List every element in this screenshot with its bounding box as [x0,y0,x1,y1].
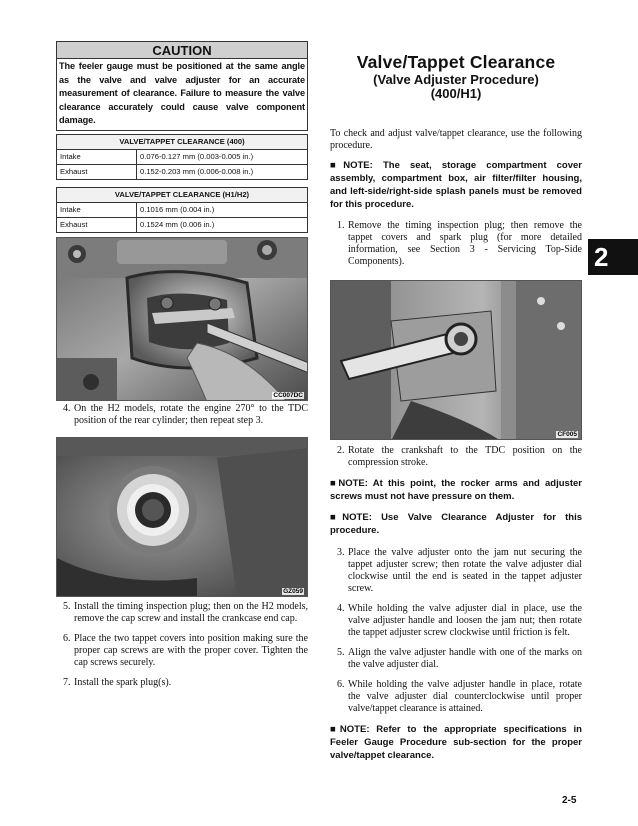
step-3 [330,547,582,595]
step-number: 7. [63,676,71,688]
table-header: VALVE/TAPPET CLEARANCE (H1/H2) [57,187,308,202]
step-number: 1. [337,220,345,231]
section-subtitle-model: (400/H1) [430,86,482,101]
note-specifications: ■NOTE: Refer to the appropriate specifications in Feeler Gauge Procedure sub-section for the proper valve/tappet clearance. [330,724,582,761]
section-subtitle: (Valve Adjuster Procedure) [373,72,539,87]
step-4 [56,403,308,427]
clearance-table-h1h2 [56,187,308,233]
caution-box [56,41,308,131]
step-text: Align the valve adjuster handle with one of the marks on the valve adjuster dial. [348,647,582,670]
step-text: Place the two tappet covers into position making sure the proper cap screws are with the proper cover. Tighten the cap screws securely. [74,632,308,668]
step-7 [56,677,308,689]
table-cell-label: Exhaust [57,164,137,179]
step-text: Install the timing inspection plug; then on the H2 models, remove the cap screw and install the crankcase end cap. [74,600,308,624]
step-number: 3. [337,547,345,558]
step-6-right [330,679,582,715]
table-cell-label: Intake [57,149,137,164]
table-cell-value: 0.1524 mm (0.006 in.) [137,217,308,232]
note-rocker-arms: ■NOTE: At this point, the rocker arms and adjuster screws must not have pressure on them. [330,478,582,502]
step-text: Remove the timing inspection plug; then remove the tappet covers and spark plug (for more detailed information, see Section 3 - Servicing Top-Side Components). [348,220,582,267]
table-row [57,149,308,164]
clearance-table-400 [56,134,308,180]
engine-photo-image [57,438,308,597]
step-text: Rotate the crankshaft to the TDC position on the compression stroke. [348,445,582,468]
photo-crankshaft-tdc [330,280,582,440]
left-column [56,41,308,689]
step-number: 5. [337,647,345,658]
note-removal: ■NOTE: The seat, storage compartment cover assembly, compartment box, air filter/filter housing, and left-side/right-side splash panels must be removed for this procedure. [330,160,582,210]
photo-feeler-gauge [56,237,308,401]
step-5-right [330,647,582,671]
step-5 [56,601,308,625]
step-2 [330,445,582,469]
step-number: 4. [337,603,345,614]
step-number: 4. [63,402,71,414]
step-text: Place the valve adjuster onto the jam nut securing the tappet adjuster screw; then rotate the valve adjuster dial clockwise until the end is seated in the tappet adjuster screw. [348,547,582,594]
photo-label: CF005 [557,431,577,438]
step-number: 6. [63,632,71,644]
step-number: 6. [337,679,345,690]
intro-paragraph: To check and adjust valve/tappet clearance, use the following procedure. [330,128,582,151]
step-number: 5. [63,600,71,612]
page-number: 2-5 [562,795,577,806]
photo-label: CC007DC [273,391,303,399]
photo-timing-plug [56,437,308,597]
step-4-right [330,603,582,639]
table-cell-value: 0.152-0.203 mm (0.006-0.008 in.) [137,164,308,179]
photo-label: GZ059 [283,587,303,595]
step-text: On the H2 models, rotate the engine 270° to the TDC position of the rear cylinder; then repeat step 3. [74,402,308,426]
table-header: VALVE/TAPPET CLEARANCE (400) [57,134,308,149]
right-column [330,52,582,762]
table-cell-label: Exhaust [57,217,137,232]
engine-photo-image [57,238,308,401]
caution-heading: CAUTION [57,42,307,59]
table-row [57,164,308,179]
table-row [57,217,308,232]
section-tab: 2 [588,239,638,275]
step-1 [330,220,582,268]
table-row [57,202,308,217]
table-cell-label: Intake [57,202,137,217]
step-number: 2. [337,445,345,456]
engine-photo-image [331,281,582,440]
step-text: Install the spark plug(s). [74,676,172,688]
caution-text: The feeler gauge must be positioned at the same angle as the valve and valve adjuster for an accurate measurement of clearance. Failure to measure the valve clearance accurately could cause valve component damage. [59,61,305,125]
table-cell-value: 0.076-0.127 mm (0.003-0.005 in.) [137,149,308,164]
step-text: While holding the valve adjuster dial in place, use the valve adjuster handle and loosen the jam nut; then rotate the tappet adjuster screw clockwise until friction is felt. [348,603,582,638]
section-title: Valve/Tappet Clearance [356,52,556,72]
step-6 [56,633,308,669]
note-use-adjuster: ■NOTE: Use Valve Clearance Adjuster for this procedure. [330,512,582,536]
table-cell-value: 0.1016 mm (0.004 in.) [137,202,308,217]
step-text: While holding the valve adjuster handle in place, rotate the valve adjuster dial counterclockwise until proper valve/tappet clearance is attained. [348,679,582,714]
